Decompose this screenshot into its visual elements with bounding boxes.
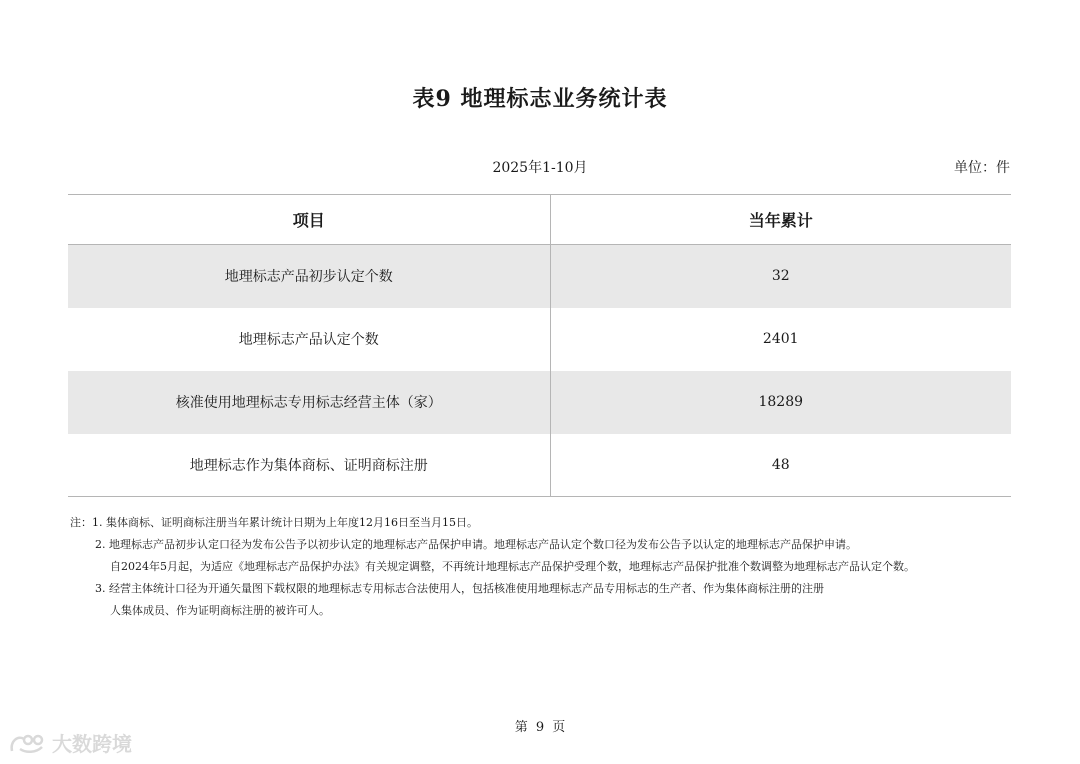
table-row bbox=[68, 371, 1011, 434]
footnote-3-continued: 人集体成员、作为证明商标注册的被许可人。 bbox=[110, 604, 330, 617]
page-number: 第 9 页 bbox=[514, 720, 566, 735]
footnote-1: 注：1. 集体商标、证明商标注册当年累计统计日期为上年度12月16日至当月15日。 bbox=[70, 516, 478, 529]
row-value: 2401 bbox=[762, 331, 799, 347]
watermark-text: 大数跨境 bbox=[52, 732, 132, 756]
footnote-2-continued: 自2024年5月起，为适应《地理标志产品保护办法》有关规定调整，不再统计地理标志产品保护受理个数，地理标志产品保护批准个数调整为地理标志产品认定个数。 bbox=[110, 560, 915, 573]
row-item-label: 地理标志产品初步认定个数 bbox=[68, 245, 550, 308]
statistics-table bbox=[68, 194, 1011, 497]
report-period: 2025年1-10月 bbox=[492, 160, 588, 176]
table-row bbox=[68, 434, 1011, 497]
table-header-row bbox=[68, 195, 1011, 245]
table-row bbox=[68, 245, 1011, 308]
watermark bbox=[8, 728, 132, 757]
row-value: 32 bbox=[771, 268, 790, 285]
footnote-2: 2. 地理标志产品初步认定口径为发布公告予以初步认定的地理标志产品保护申请。地理标志产品认定个数口径为发布公告予以认定的地理标志产品保护申请。 bbox=[95, 538, 857, 551]
row-value: 18289 bbox=[758, 394, 804, 410]
row-item-label: 地理标志作为集体商标、证明商标注册 bbox=[68, 434, 550, 497]
document-title: 表9 地理标志业务统计表 bbox=[412, 86, 668, 112]
footnotes bbox=[70, 512, 1020, 622]
header-cumulative: 当年累计 bbox=[748, 211, 813, 230]
table-row bbox=[68, 308, 1011, 371]
unit-label: 单位：件 bbox=[954, 160, 1010, 176]
row-item-label: 核准使用地理标志专用标志经营主体（家） bbox=[68, 371, 550, 434]
footnote-3: 3. 经营主体统计口径为开通矢量图下载权限的地理标志专用标志合法使用人，包括核准使用地理标志产品专用标志的生产者、作为集体商标注册的注册 bbox=[95, 582, 824, 595]
watermark-logo-icon bbox=[8, 731, 48, 755]
row-item-label: 地理标志产品认定个数 bbox=[68, 308, 550, 371]
row-value: 48 bbox=[771, 456, 790, 473]
header-item: 项目 bbox=[68, 195, 550, 245]
